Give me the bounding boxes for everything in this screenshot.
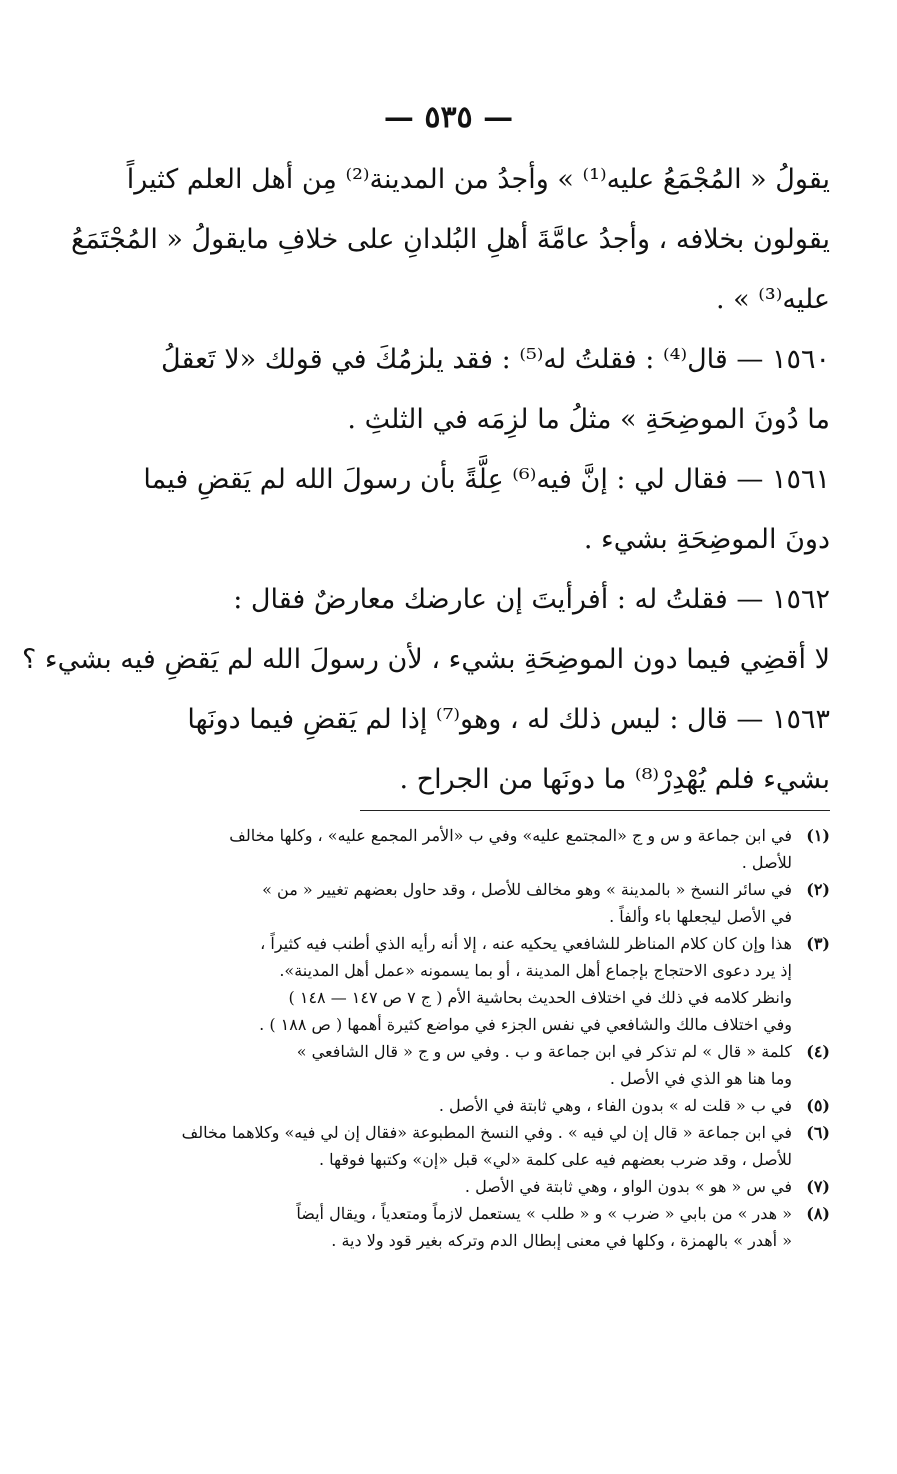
page-number: — ٥٣٥ — <box>383 100 514 135</box>
text-line: بشيء فلم يُهْدِرْ⁽⁸⁾ ما دونَها من الجراح . <box>399 764 830 795</box>
footnote-number: (٢) <box>806 880 830 899</box>
footnote-line: « أهدر » بالهمزة ، وكلها في معنى إبطال الدم وتركه بغير قود ولا دية . <box>331 1231 792 1250</box>
footnote-line <box>130 822 830 849</box>
text-line: ما دُونَ الموضِحَةِ » مثلُ ما لزِمَه في الثلثِ . <box>347 404 830 435</box>
footnote-line: وانظر كلامه في ذلك في اختلاف الحديث بحاشية الأم ( ج ٧ ص ١٤٧ — ١٤٨ ) <box>288 988 792 1007</box>
footnote-number: (٨) <box>806 1204 830 1223</box>
footnote-line <box>130 1200 830 1227</box>
paragraph-1561: ١٥٦١ — فقال لي : إنَّ فيه⁽⁶⁾ عِلَّةً بأن رسولَ الله لم يَقضِ فيما <box>143 464 830 495</box>
footnote-number: (١) <box>806 826 830 845</box>
text-line: يقولُ « المُجْمَعُ عليه⁽¹⁾ » وأجدُ من المدينة⁽²⁾ مِن أهل العلم كثيراً <box>126 164 830 195</box>
footnote-text: هذا وإن كان كلام المناظر للشافعي يحكيه عنه ، إلا أنه رأيه الذي أطنب فيه كثيراً ، <box>260 934 792 953</box>
text-line: لا أقضِي فيما دون الموضِحَةِ بشيء ، لأن رسولَ الله لم يَقضِ فيه بشيء ؟ <box>22 644 830 675</box>
footnote-text: في ابن جماعة « قال إن لي فيه » . وفي النسخ المطبوعة «فقال إن لي فيه» وكلاهما مخالف <box>181 1123 792 1142</box>
footnote-text: « هدر » من بابي « ضرب » و « طلب » يستعمل لازماً ومتعدياً ، ويقال أيضاً <box>296 1204 792 1223</box>
footnote-2 <box>130 876 830 930</box>
footnotes <box>130 822 830 1254</box>
footnote-line: للأصل . <box>741 853 792 872</box>
footnote-number: (٤) <box>806 1042 830 1061</box>
footnote-text: في ب « قلت له » بدون الفاء ، وهي ثابتة في الأصل . <box>438 1096 792 1115</box>
footnote-text: كلمة « قال » لم تذكر في ابن جماعة و ب . وفي س و ج « قال الشافعي » <box>296 1042 792 1061</box>
footnote-divider <box>360 810 830 811</box>
text-line: عليه⁽³⁾ » . <box>715 284 830 315</box>
paragraph-1562: ١٥٦٢ — فقلتُ له : أفرأيتَ إن عارضك معارضٌ فقال : <box>233 584 830 615</box>
footnote-line <box>130 930 830 957</box>
footnote-number: (٧) <box>806 1177 830 1196</box>
footnote-text: في ابن جماعة و س و ج «المجتمع عليه» وفي ب «الأمر المجمع عليه» ، وكلها مخالف <box>229 826 792 845</box>
footnote-number: (٥) <box>806 1096 830 1115</box>
footnote-7 <box>130 1173 830 1200</box>
footnote-line: وما هنا هو الذي في الأصل . <box>609 1069 792 1088</box>
footnote-1 <box>130 822 830 876</box>
footnote-line <box>130 1092 830 1119</box>
paragraph-1563: ١٥٦٣ — قال : ليس ذلك له ، وهو⁽⁷⁾ إذا لم يَقضِ فيما دونَها <box>187 704 830 735</box>
footnote-3 <box>130 930 830 1038</box>
footnote-line <box>130 1038 830 1065</box>
footnote-text: في سائر النسخ « بالمدينة » وهو مخالف للأصل ، وقد حاول بعضهم تغيير « من » <box>262 880 792 899</box>
footnote-4 <box>130 1038 830 1092</box>
text-line: يقولون بخلافه ، وأجدُ عامَّةَ أهلِ البُلدانِ على خلافِ مايقولُ « المُجْتَمَعُ <box>70 224 830 255</box>
footnote-6 <box>130 1119 830 1173</box>
footnote-line: إذ يرد دعوى الاحتجاج بإجماع أهل المدينة ، أو بما يسمونه «عمل أهل المدينة». <box>279 961 792 980</box>
footnote-number: (٦) <box>806 1123 830 1142</box>
footnote-number: (٣) <box>806 934 830 953</box>
footnote-line: في الأصل ليجعلها باء وألفاً . <box>609 907 792 926</box>
footnote-line: وفي اختلاف مالك والشافعي في نفس الجزء في مواضع كثيرة أهمها ( ص ١٨٨ ) . <box>259 1015 792 1034</box>
paragraph-1560: ١٥٦٠ — قال⁽⁴⁾ : فقلتُ له⁽⁵⁾ : فقد يلزمُكَ في قولك «لا تَعقلُ <box>161 344 830 375</box>
main-text <box>22 150 830 810</box>
footnote-8 <box>130 1200 830 1254</box>
footnote-line <box>130 1119 830 1146</box>
footnote-5 <box>130 1092 830 1119</box>
text-line: دونَ الموضِحَةِ بشيء . <box>583 524 830 555</box>
footnote-line <box>130 876 830 903</box>
footnote-line: للأصل ، وقد ضرب بعضهم فيه على كلمة «لي» قبل «إن» وكتبها فوقها . <box>318 1150 792 1169</box>
footnote-line <box>130 1173 830 1200</box>
footnote-text: في س « هو » بدون الواو ، وهي ثابتة في الأصل . <box>464 1177 792 1196</box>
